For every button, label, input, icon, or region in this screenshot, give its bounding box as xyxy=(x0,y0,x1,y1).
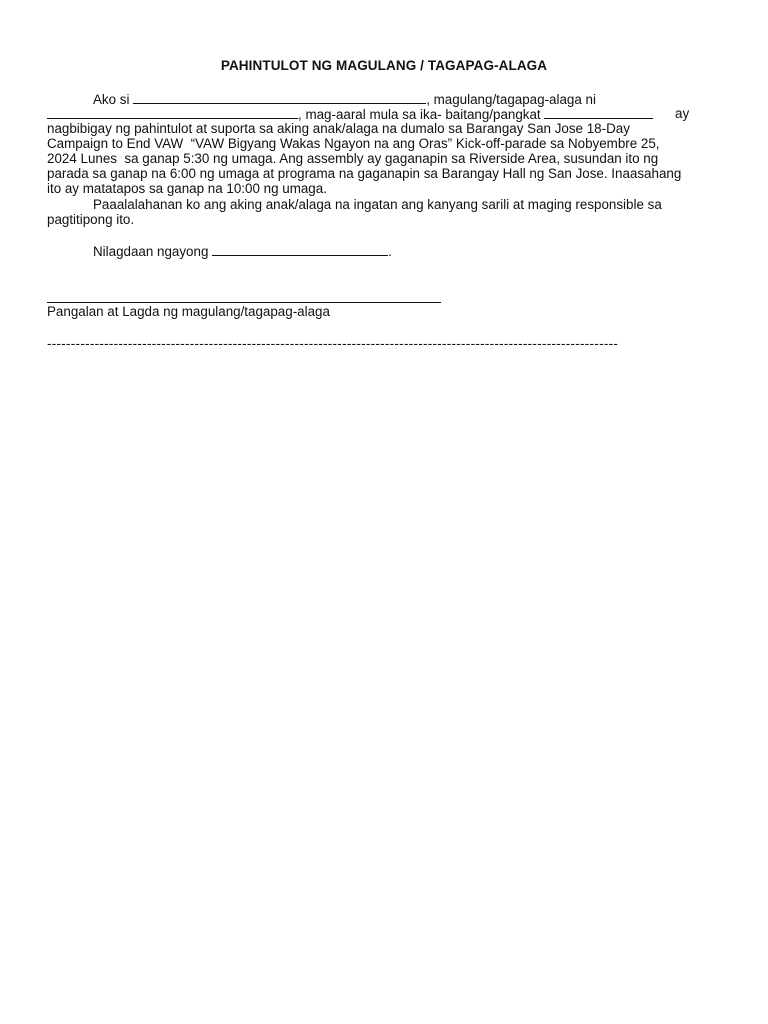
paragraph-1-line-3: nagbibigay ng pahintulot at suporta sa aking anak/alaga na dumalo sa Barangay San Jose 18-Day xyxy=(47,121,630,136)
paragraph-2-line-2: pagtitipong ito. xyxy=(47,212,135,227)
parent-name-blank xyxy=(133,91,426,104)
paragraph-1-line-2 xyxy=(47,106,653,122)
mag-aaral-text: , mag-aaral mula sa ika- baitang/pangkat xyxy=(298,107,545,122)
signature-label: Pangalan at Lagda ng magulang/tagapag-alaga xyxy=(47,304,330,319)
date-signed-line xyxy=(93,243,392,259)
paragraph-1-line-4: Campaign to End VAW “VAW Bigyang Wakas Ngayon na ang Oras” Kick-off-parade sa Nobyembre 25, xyxy=(47,136,660,151)
date-blank xyxy=(212,243,388,256)
paragraph-1-line-7: ito ay matatapos sa ganap na 10:00 ng umaga. xyxy=(47,181,327,196)
magulang-text: , magulang/tagapag-alaga ni xyxy=(426,92,596,107)
ay-text: ay xyxy=(675,106,690,121)
paragraph-1-line-6: parada sa ganap na 6:00 ng umaga at programa na gaganapin sa Barangay Hall ng San Jose. Inaasahang xyxy=(47,166,682,181)
nilagdaan-text: Nilagdaan ngayong xyxy=(93,244,213,259)
signature-line xyxy=(47,302,441,303)
ako-si-text: Ako si xyxy=(93,92,134,107)
date-period: . xyxy=(388,244,392,259)
student-name-blank xyxy=(47,106,298,119)
cut-line: ------------------------------------------------------------------------------------------------------------------------ xyxy=(47,336,619,351)
paragraph-1-line-1 xyxy=(93,91,596,107)
document-title: PAHINTULOT NG MAGULANG / TAGAPAG-ALAGA xyxy=(220,58,548,73)
paragraph-1-line-5: 2024 Lunes sa ganap 5:30 ng umaga. Ang assembly ay gaganapin sa Riverside Area, susundan ito ng xyxy=(47,151,659,166)
paragraph-2-line-1: Paaalalahanan ko ang aking anak/alaga na ingatan ang kanyang sarili at maging responsible sa xyxy=(93,197,662,212)
grade-section-blank xyxy=(544,106,653,119)
